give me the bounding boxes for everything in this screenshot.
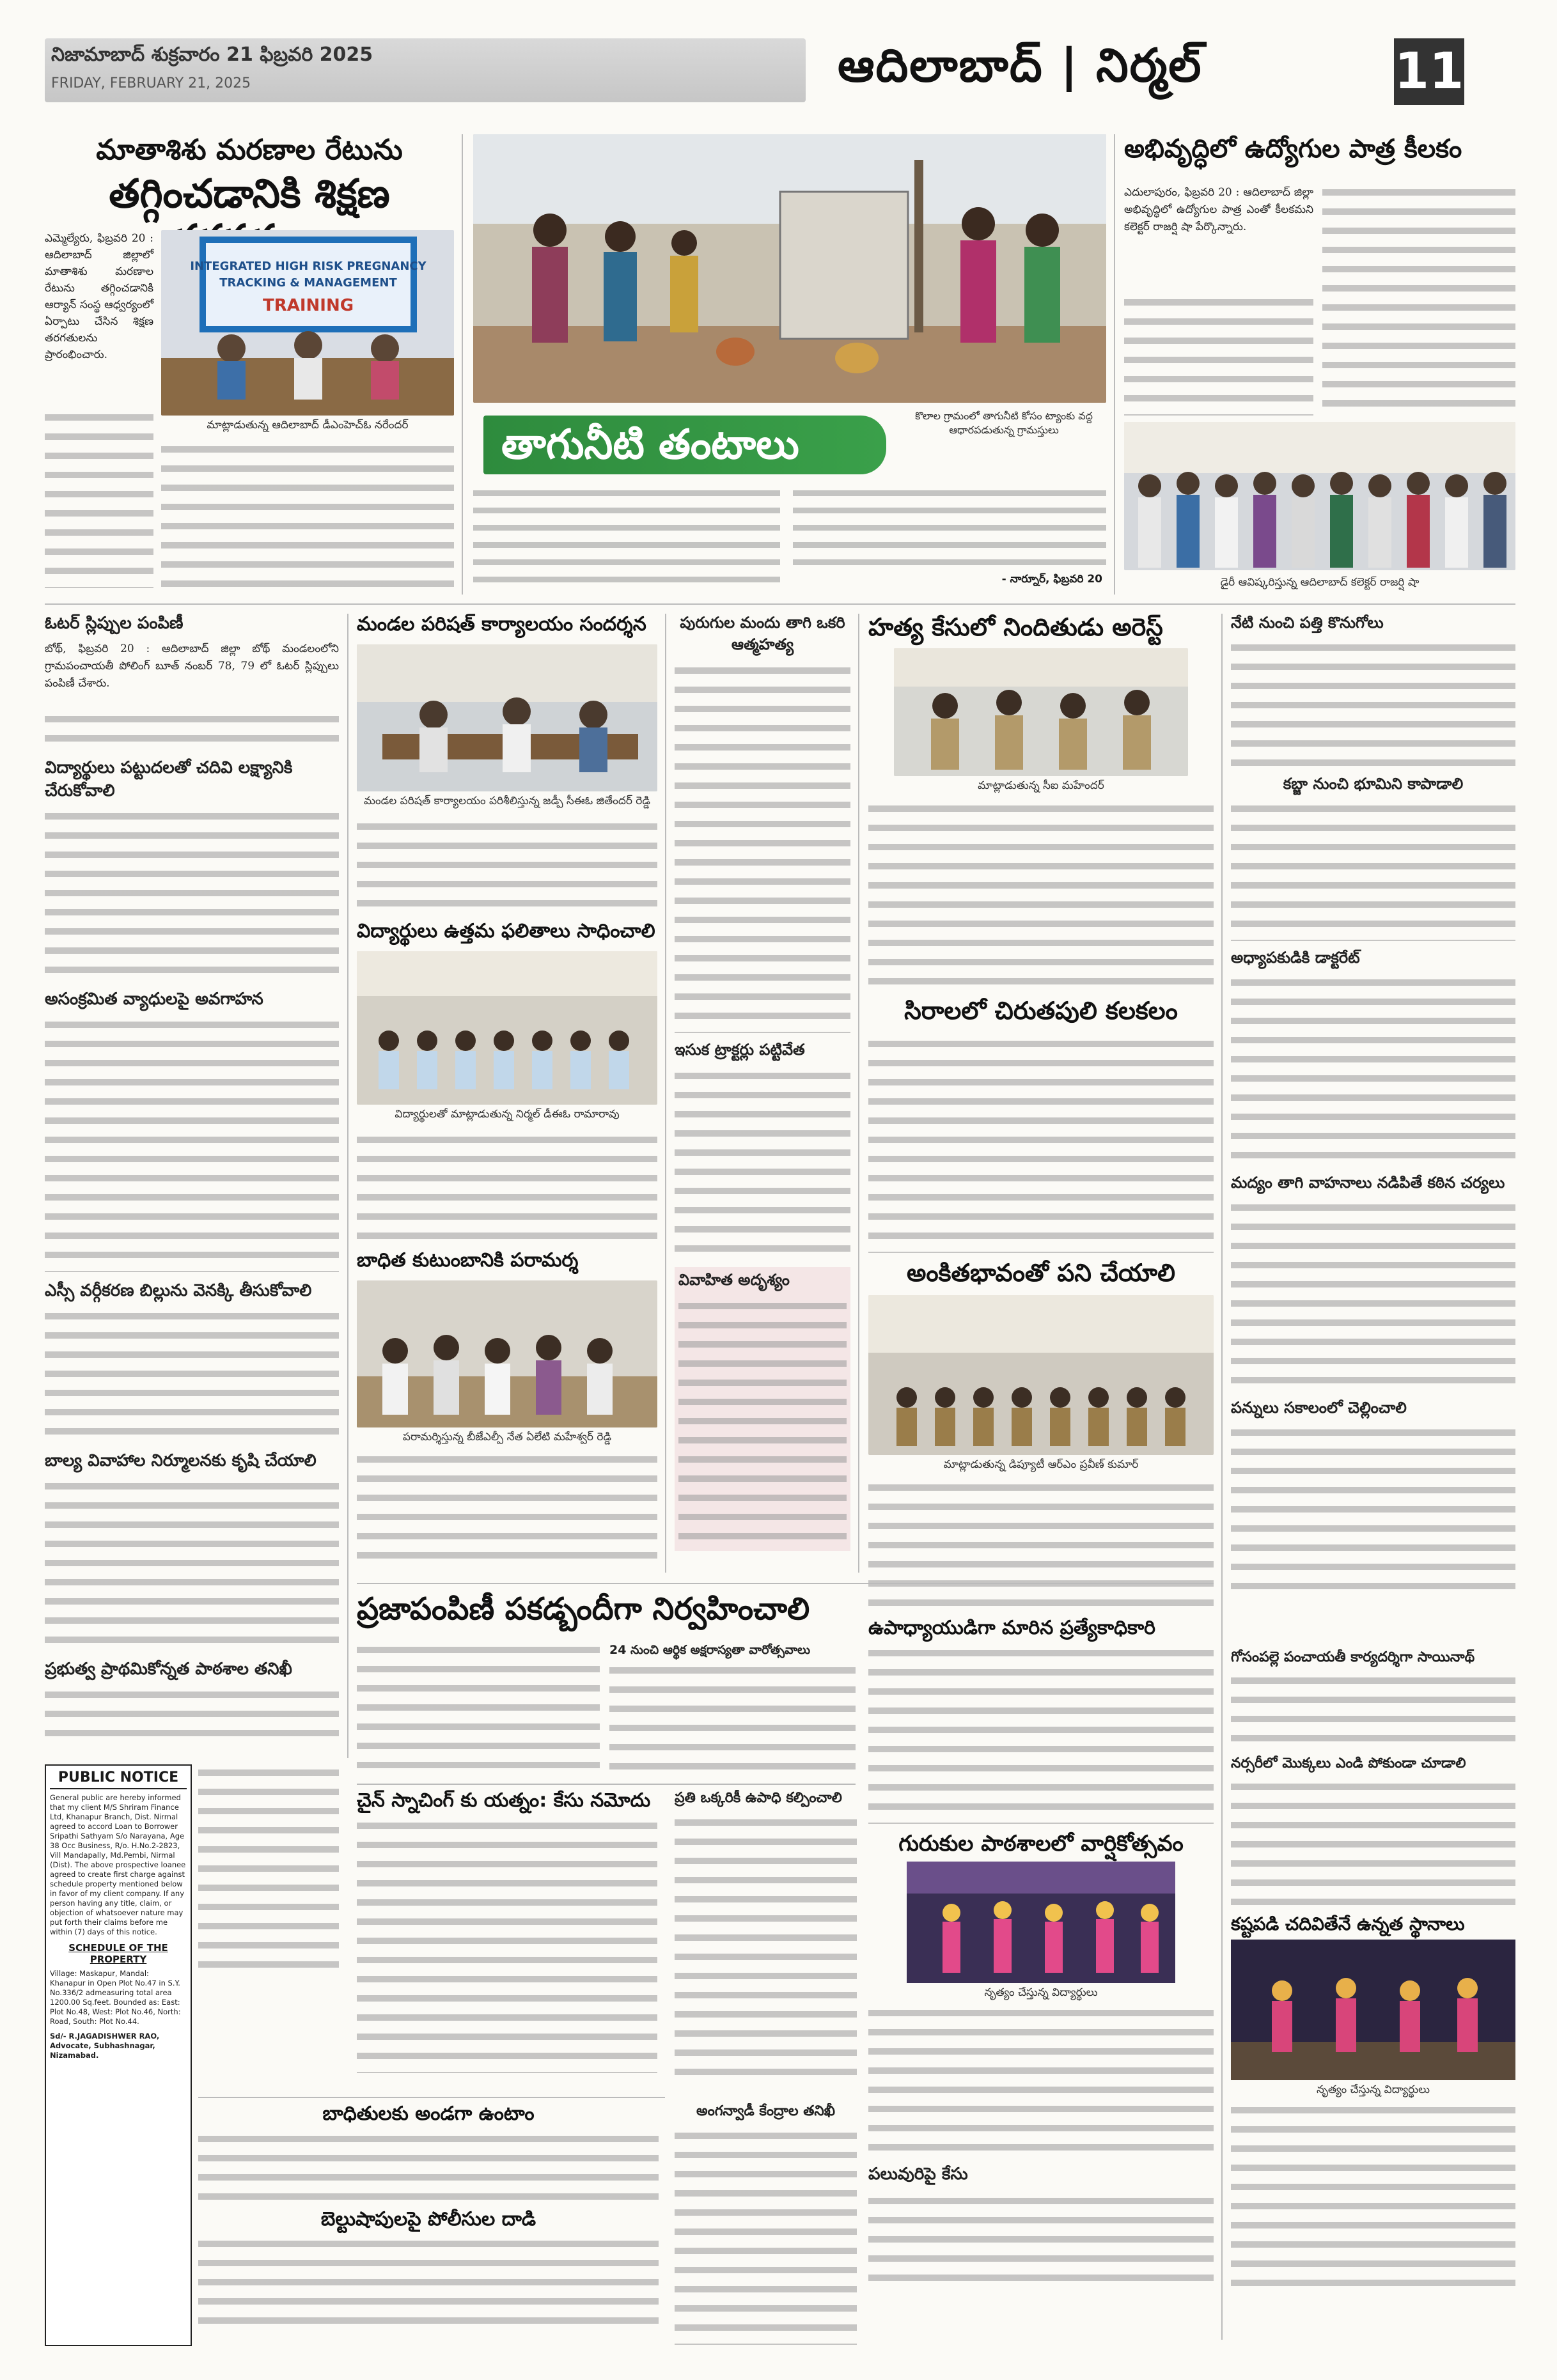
brief-headline: మద్యం తాగి వాహనాలు నడిపితే కఠిన చర్యలు [1231, 1174, 1505, 1192]
article-body-text [357, 1642, 600, 1769]
brief-body-text [675, 662, 850, 1033]
article-body-text [357, 1132, 657, 1240]
brief-body-text [45, 1686, 339, 1738]
brief-body-text [45, 808, 339, 981]
edition-title: ఆదిలాబాద్ | నిర్మల్ [838, 38, 1203, 92]
article-body-text [868, 800, 1214, 986]
brief-headline: పురుగుల మందు తాగి ఒకరి ఆత్మహత్య [680, 614, 845, 653]
dance-photo [1231, 1940, 1515, 2080]
brief-body-text [678, 1298, 847, 1547]
brief-body-text [45, 1016, 339, 1272]
brief-body-text [1231, 974, 1515, 1166]
brief-headline: ప్రతి ఒక్కరికీ ఉపాధి కల్పించాలి [675, 1790, 842, 1806]
article-headline: బాధితులకు అండగా ఉంటాం [322, 2103, 535, 2125]
brief-headline: ఓటర్ స్లిప్పుల పంపిణీ [45, 614, 184, 633]
column-divider [1114, 134, 1115, 595]
brief-body-text [1231, 1778, 1515, 1906]
article-body-text [45, 409, 153, 588]
photo-caption: మాట్లాడుతున్న ఆదిలాబాద్ డీఎంహెచ్ఓ నరేందర్ [207, 419, 409, 432]
article-body-text [1124, 294, 1313, 416]
photo-caption: డైరీ ఆవిష్కరిస్తున్న ఆదిలాబాద్ కలెక్టర్ రాజర్షి షా [1220, 576, 1420, 589]
section-divider [357, 1583, 1214, 1584]
brief-body-text [1231, 800, 1515, 941]
photo-caption: మండల పరిషత్ కార్యాలయం పరిశీలిస్తున్న జడ్పీ సీఈఓ జితేందర్ రెడ్డి [364, 795, 650, 807]
photo-caption: విద్యార్థులతో మాట్లాడుతున్న నిర్మల్ డీఈఓ రామారావు [395, 1108, 620, 1121]
annual-day-photo [907, 1862, 1175, 1983]
article-ration [357, 1592, 856, 1777]
brief-body-text [1231, 1199, 1515, 1391]
brief-body-text [675, 1068, 850, 1259]
brief-headline: అసంక్రమిత వ్యాధులపై అవగాహన [45, 990, 263, 1009]
right-briefs-column [1231, 614, 1515, 1637]
notice-body: General public are hereby informed that my client M/S Shriram Finance Ltd, Khanapur Branch, Dist. Nirmal agreed to accord Loan to Borrower Sripathi Sathyam S/o Narayana, Age 38 Occ Business, R/o. H.No.2-2823, Vill Mandapally, Md.Pembi, Nirmal (Dist). The above prospective loanee agreed to create first charge against schedule property mentioned below in favor of my client company. If any person having any title, claim, or objection of whatsoever nature may put forth their claims before me within (7) days of this notice. [50, 1793, 186, 1936]
article-body-text [868, 1036, 1214, 1253]
article-headline: ప్రజాపంపిణీ పకడ్బందీగా నిర్వహించాలి [357, 1592, 810, 1627]
section-divider [45, 603, 1515, 605]
notice-title: PUBLIC NOTICE [50, 1769, 187, 1789]
brief-headline: నర్సరీలో మొక్కలు ఎండి పోకుండా చూడాలి [1231, 1755, 1466, 1771]
article-anganwadi [675, 2103, 857, 2346]
brief-headline: అంగన్వాడీ కేంద్రాల తనిఖీ [696, 2103, 836, 2119]
brief-headline: అధ్యాపకుడికి డాక్టరేట్ [1231, 949, 1360, 967]
water-photo [473, 134, 1106, 403]
side-headline: 24 నుంచి ఆర్థిక అక్షరాస్యతా వారోత్సవాలు [609, 1643, 811, 1657]
article-dateline: ఎదులాపురం, ఫిబ్రవరి 20 : ఆదిలాబాద్ జిల్లా అభివృద్ధిలో ఉద్యోగుల పాత్ర ఎంతో కీలకమని కలెక్టర్ రాజర్షి షా పేర్కొన్నారు. [1124, 186, 1313, 233]
article-body-text [1322, 184, 1515, 414]
article-headline: మండల పరిషత్ కార్యాలయం సందర్శన [357, 614, 646, 635]
brief-body-text [868, 2193, 1214, 2289]
article-body-text [198, 2131, 659, 2201]
article-body-text [793, 486, 1106, 569]
photo-caption: మాట్లాడుతున్న డిప్యూటీ ఆర్ఎం ప్రవీణ్ కుమార్ [943, 1458, 1139, 1471]
article-headline: తగ్గించడానికి శిక్షణ [109, 169, 390, 217]
article-body-text [1231, 2102, 1515, 2287]
date-strip [45, 38, 806, 102]
brief-body-text [45, 1308, 339, 1442]
brief-headline: ఇసుక ట్రాక్టర్లు పట్టివేత [675, 1041, 805, 1059]
brief-body-text [1231, 1672, 1515, 1749]
article-headline: చైన్ స్నాచింగ్ కు యత్నం: కేసు నమోదు [357, 1790, 651, 1812]
article-body-text [868, 2005, 1214, 2158]
article-body-text [473, 486, 780, 588]
article-headline: బెల్టుషాపులపై పోలీసుల దాడి [320, 2207, 536, 2230]
water-caption: కొలాల గ్రామంలో తాగునీటి కోసం ట్యాంకు వద్ద ఆధారపడుతున్న గ్రామస్తులు [915, 410, 1093, 436]
column-divider [665, 614, 666, 1573]
brief-body-text [45, 711, 339, 749]
column-divider [462, 134, 463, 595]
public-notice [45, 1764, 192, 2346]
bus-depot-photo [868, 1295, 1214, 1455]
narrow-briefs-column [675, 614, 850, 1573]
article-headline: విద్యార్థులు ఉత్తమ ఫలితాలు సాధించాలి [357, 920, 655, 942]
article-body-text [868, 1645, 1214, 1824]
brief-headline: గోసంపల్లె పంచాయతీ కార్యదర్శిగా సాయినాథ్ [1231, 1649, 1475, 1665]
article-headline: సిరాలలో చిరుతపులి కలకలం [904, 997, 1178, 1025]
telugu-date: నిజామాబాద్ శుక్రవారం 21 ఫిబ్రవరి 2025 [51, 43, 373, 66]
article-body-text [868, 1479, 1214, 1607]
svg-text:INTEGRATED HIGH RISK PREGNANCY: INTEGRATED HIGH RISK PREGNANCY [190, 260, 426, 273]
article-headline: హత్య కేసులో నిందితుడు అరెస్ట్ [868, 614, 1163, 641]
notice-signature: Sd/- R.JAGADISHWER RAO, Advocate, Subhashnagar, Nizamabad. [50, 2032, 160, 2060]
brief-body-text [1231, 639, 1515, 767]
school-news-column [868, 1617, 1214, 2346]
brief-headline: పలువురిపై కేసు [868, 2164, 968, 2184]
article-employees [1124, 134, 1515, 595]
dairy-release-photo [1124, 422, 1515, 570]
water-headline: తాగునీటి తంటాలు [483, 416, 886, 474]
article-body-text [198, 1764, 339, 1969]
brief-headline: కబ్జా నుంచి భూమిని కాపాడాలి [1283, 775, 1464, 793]
photo-caption: పరామర్శిస్తున్న బీజేఎల్పీ నేత ఏలేటి మహేశ్వర్ రెడ్డి [402, 1431, 612, 1443]
brief-headline: నేటి నుంచి పత్తి కొనుగోలు [1231, 614, 1384, 632]
condolence-photo [357, 1280, 657, 1427]
article-chain-snatch [357, 1790, 657, 2090]
brief-headline: పన్నులు సకాలంలో చెల్లించాలి [1231, 1399, 1407, 1417]
article-body-text [357, 1451, 657, 1566]
students-photo [357, 951, 657, 1105]
right-briefs-column-lower [1231, 1649, 1515, 2346]
article-water [473, 134, 1106, 595]
brief-headline: ఎస్సీ వర్గీకరణ బిల్లును వెనక్కి తీసుకోవాలి [45, 1281, 312, 1300]
column-divider [858, 614, 859, 1573]
photo-caption: మాట్లాడుతున్న సీఐ మహేందర్ [978, 779, 1104, 792]
brief-headline: విద్యార్థులు పట్టుదలతో చదివి లక్ష్యానికి చేరుకోవాలి [45, 758, 293, 800]
brief-headline: బాల్య వివాహాల నిర్మూలనకు కృషి చేయాలి [45, 1451, 317, 1470]
masthead [45, 38, 1515, 109]
left-briefs-column [45, 614, 339, 1758]
svg-text:TRACKING & MANAGEMENT: TRACKING & MANAGEMENT [219, 276, 397, 290]
section-divider [198, 2097, 665, 2098]
article-body-text [357, 1817, 657, 2073]
police-photo [894, 648, 1188, 776]
article-headline: కష్టపడి చదివితేనే ఉన్నత స్థానాలు [1231, 1913, 1465, 1934]
water-byline: - నార్నూర్, ఫిబ్రవరి 20 [1001, 573, 1102, 586]
article-headline: ఉపాధ్యాయుడిగా మారిన ప్రత్యేకాధికారి [868, 1617, 1155, 1639]
article-victims [198, 2103, 659, 2346]
svg-text:TRAINING: TRAINING [262, 296, 354, 315]
column-divider [1221, 614, 1223, 2340]
brief-headline: వివాహిత అదృశ్యం [678, 1271, 790, 1289]
brief-body-text [45, 1478, 339, 1651]
article-dateline: ఎమ్మెల్యేరు, ఫిబ్రవరి 20 : ఆదిలాబాద్ జిల్లాలో మాతాశిశు మరణాల రేటును తగ్గించడానికి ఆర్యాన్ సంస్థ ఆధ్వర్యంలో ఏర్పాటు చేసిన శిక్షణ తరగతులను ప్రారంభించారు. [45, 232, 153, 361]
brief-body-text [675, 2127, 857, 2345]
page-number: 11 [1394, 38, 1464, 105]
brief-body-text [1231, 1424, 1515, 1591]
article-headline: అంకితభావంతో పని చేయాలి [907, 1259, 1175, 1287]
brief-body-text [675, 1814, 857, 2083]
crime-news-column [868, 614, 1214, 1611]
photo-caption: నృత్యం చేస్తున్న విద్యార్థులు [1316, 2083, 1430, 2097]
article-headline: గురుకుల పాఠశాలలో వార్షికోత్సవం [898, 1830, 1184, 1856]
schedule-body: Village: Maskapur, Mandal: Khanapur in Open Plot No.47 in S.Y. No.336/2 admeasuring total area 1200.00 Sq.feet. Bounded as: East: Plot No.48, West: Plot No.46, North: Road, South: Plot No.44. [50, 1969, 181, 2026]
shaded-brief [675, 1267, 850, 1551]
brief-dateline: బోథ్, ఫిబ్రవరి 20 : ఆదిలాబాద్ జిల్లా బోథ్ మండలంలోని గ్రామపంచాయతీ పోలింగ్ బూత్ నంబర్ 78, 79 లో ఓటర్ స్లిప్పులు పంపిణీ చేశారు. [45, 642, 339, 690]
edition-block [838, 38, 1464, 105]
column-divider [347, 614, 348, 1758]
article-body-text [357, 818, 657, 914]
photo-caption: నృత్యం చేస్తున్న విద్యార్థులు [984, 1986, 1098, 1999]
brief-headline: ప్రభుత్వ ప్రాథమికోన్నత పాఠశాల తనిఖీ [45, 1660, 292, 1679]
section-divider [357, 1784, 856, 1785]
article-headline: అభివృద్ధిలో ఉద్యోగుల పాత్ర కీలకం [1124, 134, 1462, 164]
training-photo [161, 230, 454, 416]
article-body-text [161, 441, 454, 588]
article-body-text [609, 1662, 856, 1771]
middle-photo-column [357, 614, 657, 1573]
article-training [45, 134, 454, 595]
english-date: FRIDAY, FEBRUARY 21, 2025 [51, 75, 251, 91]
article-employment [675, 1790, 857, 2090]
article-body-text [198, 2236, 659, 2331]
article-kicker: మాతాశిశు మరణాల రేటును [96, 134, 403, 166]
schedule-title: SCHEDULE OF THE PROPERTY [68, 1942, 168, 1965]
article-headline: బాధిత కుటుంబానికి పరామర్శ [357, 1249, 579, 1272]
mandal-office-photo [357, 644, 657, 791]
